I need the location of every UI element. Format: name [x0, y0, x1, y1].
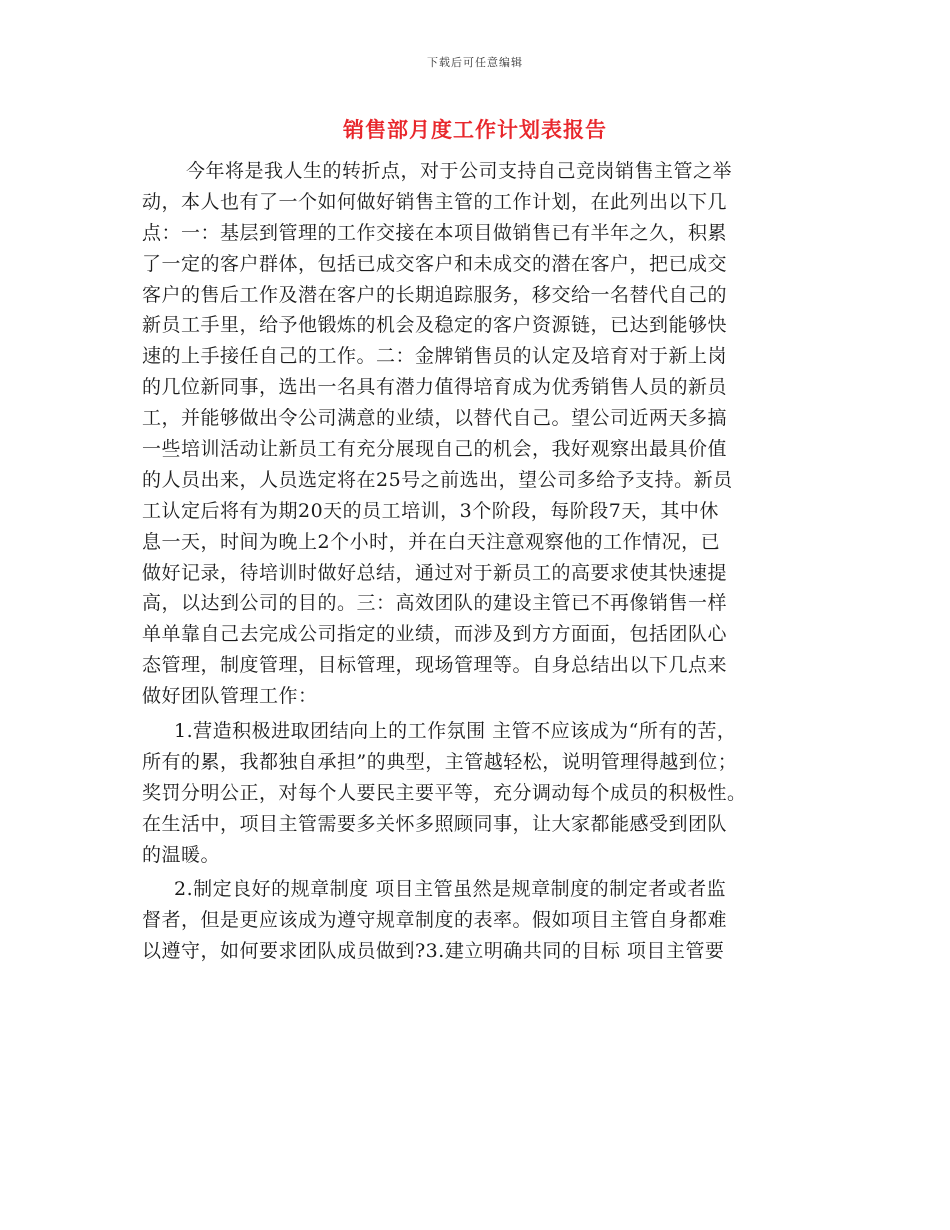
body-line: 高，以达到公司的目的。三：高效团队的建设主管已不再像销售一样	[142, 592, 728, 615]
body-line: 今年将是我人生的转折点，对于公司支持自己竞岗销售主管之举	[186, 160, 733, 182]
header-note: 下载后可任意编辑	[427, 56, 523, 69]
body-line: 的几位新同事，选出一名具有潜力值得培育成为优秀销售人员的新员	[142, 376, 728, 399]
body-line: 客户的售后工作及潜在客户的长期追踪服务，移交给一名替代自己的	[142, 283, 728, 306]
body-line: 息一天，时间为晚上2个小时，并在白天注意观察他的工作情况，已	[142, 530, 721, 553]
body-line: 态管理，制度管理，目标管理，现场管理等。自身总结出以下几点来	[142, 654, 728, 677]
body-line: 做好团队管理工作：	[142, 685, 318, 708]
body-line: 所有的累，我都独自承担”的典型，主管越轻松，说明管理得越到位；	[142, 750, 738, 773]
body-line: 动，本人也有了一个如何做好销售主管的工作计划，在此列出以下几	[142, 190, 728, 213]
body-line: 点：一：基层到管理的工作交接在本项目做销售已有半年之久，积累	[142, 221, 728, 244]
body-line: 的人员出来，人员选定将在25号之前选出，望公司多给予支持。新员	[142, 468, 733, 491]
list-item-2-line: 2.制定良好的规章制度 项目主管虽然是规章制度的制定者或者监	[174, 878, 727, 901]
list-item-1-line: 1.营造积极进取团结向上的工作氛围 主管不应该成为“所有的苦，	[174, 720, 737, 743]
document-body	[142, 156, 807, 967]
body-line: 以遵守，如何要求团队成员做到?3.建立明确共同的目标 项目主管要	[142, 940, 725, 963]
body-line: 一些培训活动让新员工有充分展现自己的机会，我好观察出最具价值	[142, 438, 728, 461]
body-line: 督者，但是更应该成为遵守规章制度的表率。假如项目主管自身都难	[142, 909, 728, 932]
body-line: 速的上手接任自己的工作。二：金牌销售员的认定及培育对于新上岗	[142, 345, 728, 368]
body-line: 单单靠自己去完成公司指定的业绩，而涉及到方方面面，包括团队心	[142, 623, 728, 646]
body-line: 工，并能够做出令公司满意的业绩，以替代自己。望公司近两天多搞	[142, 407, 728, 430]
body-line: 的温暖。	[142, 843, 221, 866]
body-line: 新员工手里，给予他锻炼的机会及稳定的客户资源链，已达到能够快	[142, 314, 728, 337]
body-line: 做好记录，待培训时做好总结，通过对于新员工的高要求使其快速提	[142, 561, 728, 584]
body-line: 奖罚分明公正，对每个人要民主要平等，充分调动每个成员的积极性。	[142, 781, 747, 804]
document-title: 销售部月度工作计划表报告	[343, 117, 607, 142]
body-line: 了一定的客户群体，包括已成交客户和未成交的潜在客户，把已成交	[142, 252, 728, 275]
body-line: 工认定后将有为期20天的员工培训，3个阶段，每阶段7天，其中休	[142, 499, 719, 522]
body-line: 在生活中，项目主管需要多关怀多照顾同事，让大家都能感受到团队	[142, 812, 728, 835]
